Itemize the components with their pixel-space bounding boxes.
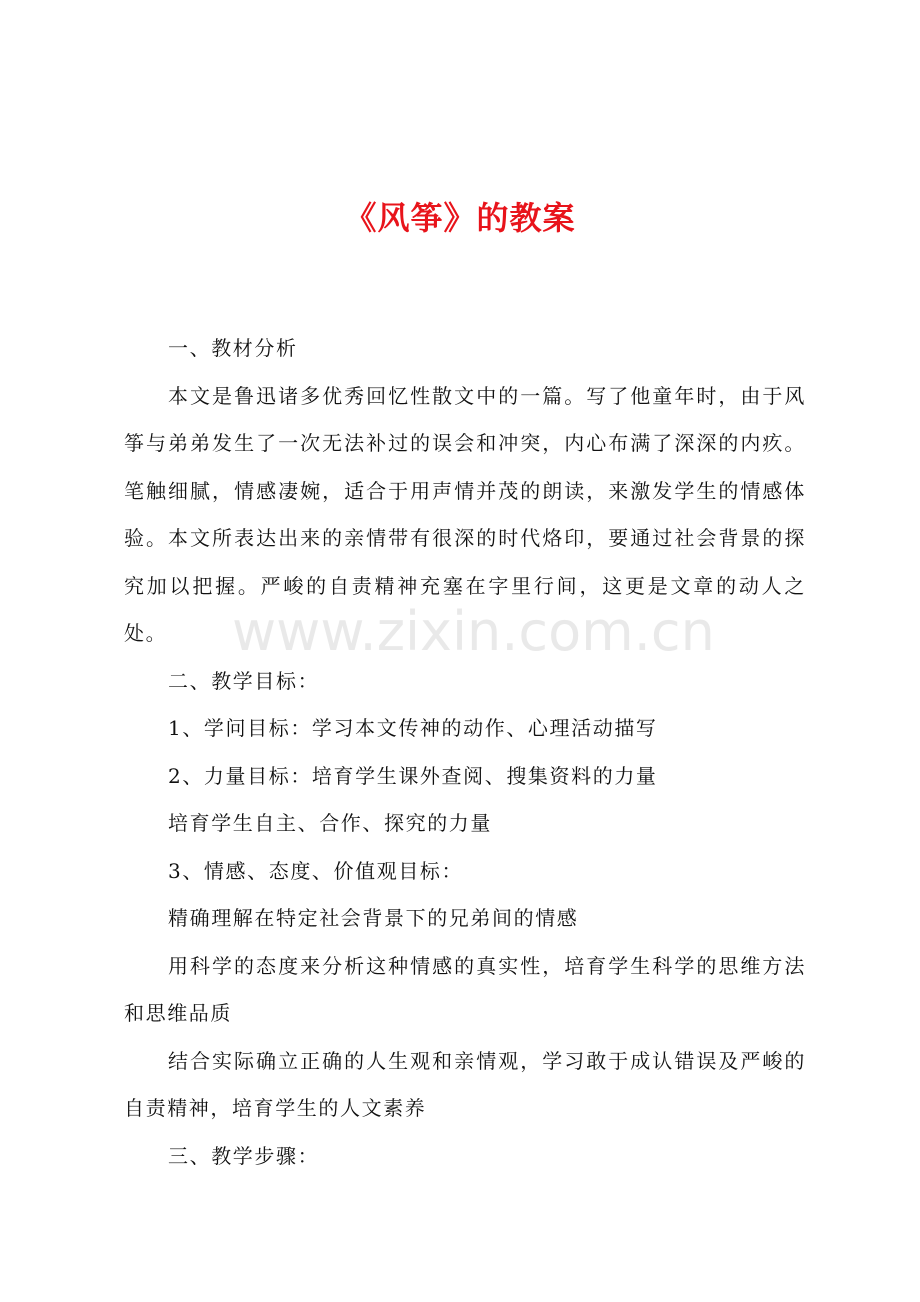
heading-teaching-material-analysis: 一、教材分析 — [168, 336, 298, 360]
goal-emotion: 3、情感、态度、价值观目标： — [168, 858, 464, 883]
goal-emotion-detail-2: 用科学的态度来分析这种情感的真实性，培育学生科学的思维方法和思维品质 — [124, 953, 806, 1025]
goal-emotion-detail-1: 精确理解在特定社会背景下的兄弟间的情感 — [168, 906, 579, 930]
goal-emotion-detail-3: 结合实际确立正确的人生观和亲情观，学习敢于成认错误及严峻的自责精神，培育学生的人文素养 — [124, 1048, 806, 1120]
goal-ability: 2、力量目标：培育学生课外查阅、搜集资料的力量 — [168, 763, 658, 788]
document-body — [124, 325, 806, 1180]
heading-teaching-steps: 三、教学步骤： — [168, 1143, 320, 1168]
paragraph-material-analysis: 本文是鲁迅诸多优秀回忆性散文中的一篇。写了他童年时，由于风筝与弟弟发生了一次无法补过的误会和冲突，内心布满了深深的内疚。笔触细腻，情感凄婉，适合于用声情并茂的朗读，来激发学生的情感体验。本文所表达出来的亲情带有很深的时代烙印，要通过社会背景的探究加以把握。严峻的自责精神充塞在字里行间，这更是文章的动人之处。 — [124, 383, 806, 645]
document-title: 《风筝》的教案 — [344, 199, 576, 237]
goal-ability-detail: 培育学生自主、合作、探究的力量 — [168, 811, 492, 835]
goal-knowledge: 1、学问目标：学习本文传神的动作、心理活动描写 — [168, 716, 658, 740]
watermark: www.zixin.com.cn — [232, 600, 715, 663]
heading-teaching-goals: 二、教学目标： — [168, 668, 320, 693]
